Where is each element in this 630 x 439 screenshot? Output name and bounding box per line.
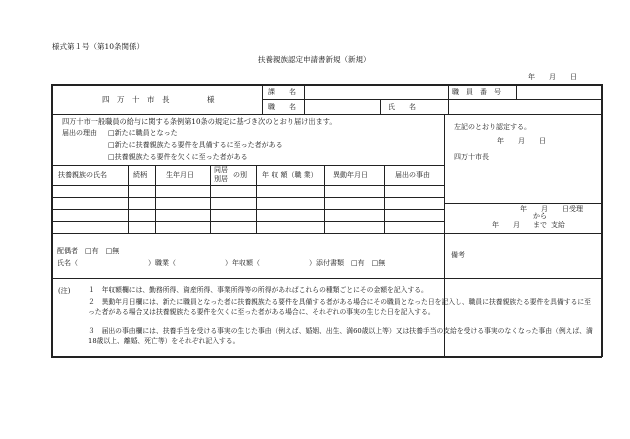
approval-mayor: 四万十市長 (454, 153, 489, 161)
th-reason: 届出の事由 (395, 171, 430, 179)
note-2: ２ 異動年月日欄には、新たに職員となった者に扶養親族たる要件を具備する者がある場合にその職員となった日を記入し、職員に扶養親族たる要件を具備するに至った者がある場合又は扶養親族たる要件を欠くに至った者がある場合に、それぞれの事実の生じた日を記入する。 (88, 298, 591, 316)
approval-date: 年 月 日 (497, 137, 546, 145)
payment-pay: 支給 (551, 221, 565, 229)
reason-acquired[interactable]: □新たに扶養親族たる要件を具備するに至った者がある (108, 141, 283, 149)
reason-new-staff[interactable]: □新たに職員となった (108, 129, 178, 137)
label-staff-no: 職 員 番 号 (452, 88, 501, 96)
approval-text: 左記のとおり認定する。 (454, 123, 531, 131)
payment-from-to: から まで (533, 212, 547, 230)
th-cohabit: 同居 別居 (214, 166, 228, 184)
th-change-date: 異動年月日 (333, 171, 368, 179)
spouse-line2: 氏名（ ）職業（ ）年収額（ ）添付書類 □有 □無 (57, 259, 386, 267)
th-income: 年 収 額（職 業） (262, 171, 318, 179)
page-title: 扶養親族認定申請書新規（新規） (258, 55, 371, 64)
label-shimei: 氏 名 (388, 103, 416, 111)
remarks-label: 備考 (451, 251, 465, 259)
th-name: 扶養親族の氏名 (58, 171, 107, 179)
spouse-line1: 配偶者 □有 □無 (57, 247, 120, 255)
date-line: 年 月 日 (528, 73, 577, 81)
th-birthdate: 生年月日 (166, 171, 194, 179)
label-ka-mei: 課 名 (268, 88, 296, 96)
reason-label: 届出の理由 (62, 129, 97, 137)
recipient: 四 万 十 市 長 様 (102, 95, 215, 104)
note-1: １ 年収額欄には、勤務所得、資産所得、事業所得等の所得があればこれらの種類ごとにその金額を記入する。 (88, 286, 428, 294)
note-3: ３ 届出の事由欄には、扶養手当を受ける事実の生じた事由（例えば、婚姻、出生、満60歳以上等）又は扶養手当の支給を受ける事実のなくなった事由（例えば、満18歳以上、離婚、死亡等）をそれぞれ記入する。 (88, 327, 593, 345)
label-shoku-mei: 職 名 (268, 103, 296, 111)
reason-lost[interactable]: □扶養親族たる要件を欠くに至った者がある (108, 153, 248, 161)
statement: 四万十市一般職員の給与に関する条例第10条の規定に基づき次のとおり届け出ます。 (62, 117, 337, 126)
notes-label: (注) (58, 287, 71, 295)
th-cohabit-suffix: の別 (233, 171, 247, 179)
receipt-date: 年 月 日受理 (520, 205, 583, 213)
form-number: 様式第１号（第10条関係） (52, 42, 145, 51)
payment-month: 年 月 (492, 221, 520, 229)
th-relation: 続柄 (133, 171, 147, 179)
